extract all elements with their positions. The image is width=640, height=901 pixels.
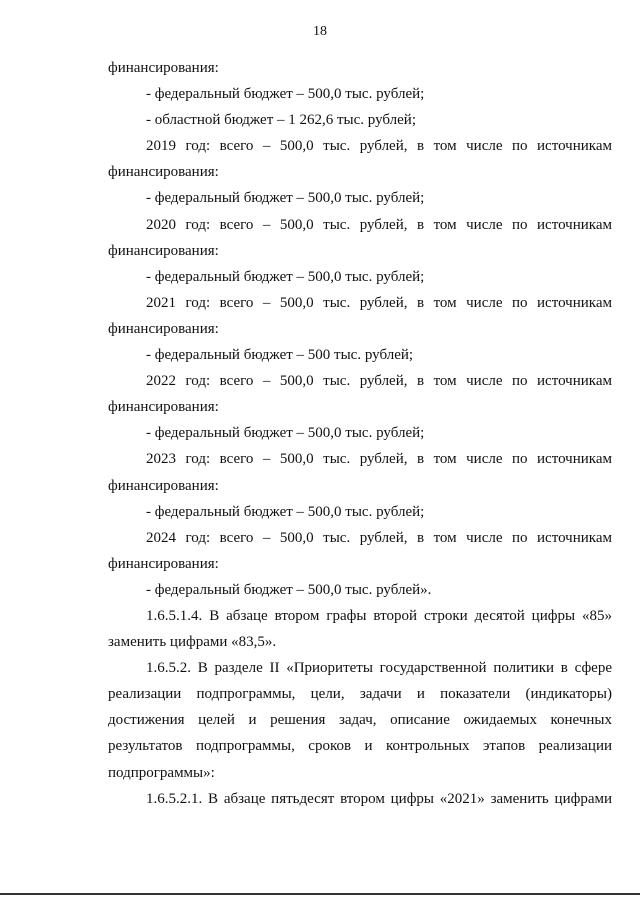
text-line: - федеральный бюджет – 500,0 тыс. рублей; [146,503,425,520]
text-line: финансирования: [108,242,219,259]
text-line: 1.6.5.2.1. В абзаце пятьдесят втором цифры «2021» заменить цифрами [146,790,612,807]
text-line: 1.6.5.1.4. В абзаце втором графы второй строки десятой цифры «85» [146,607,612,624]
text-line: 2024 год: всего – 500,0 тыс. рублей, в том числе по источникам [146,529,612,546]
text-line: результатов подпрограммы, сроков и контрольных этапов реализации [108,738,612,755]
text-line: финансирования: [108,60,219,76]
text-line: 1.6.5.2. В разделе II «Приоритеты государственной политики в сфере [146,660,612,677]
text-line: - федеральный бюджет – 500,0 тыс. рублей; [146,86,425,103]
text-line: финансирования: [108,477,219,494]
text-line: 2022 год: всего – 500,0 тыс. рублей, в том числе по источникам [146,373,612,390]
text-line: - федеральный бюджет – 500,0 тыс. рублей; [146,425,425,442]
text-line: 2021 год: всего – 500,0 тыс. рублей, в том числе по источникам [146,294,612,311]
text-line: 2023 год: всего – 500,0 тыс. рублей, в том числе по источникам [146,451,612,468]
text-line: реализации подпрограммы, цели, задачи и показатели (индикаторы) [108,686,612,703]
text-line: финансирования: [108,399,219,416]
text-line: - областной бюджет – 1 262,6 тыс. рублей; [146,112,416,129]
text-line: финансирования: [108,320,219,337]
page-bottom-rule [0,893,640,895]
text-line: - федеральный бюджет – 500,0 тыс. рублей; [146,190,425,207]
text-line: подпрограммы»: [108,764,215,781]
text-line: - федеральный бюджет – 500 тыс. рублей; [146,347,414,364]
text-line: финансирования: [108,555,219,572]
document-body [108,58,612,815]
text-line: финансирования: [108,164,219,181]
page-number: 18 [313,24,327,39]
text-line: - федеральный бюджет – 500,0 тыс. рублей; [146,268,425,285]
text-line: достижения целей и решения задач, описание ожидаемых конечных [108,712,612,729]
text-line: 2019 год: всего – 500,0 тыс. рублей, в том числе по источникам [146,138,612,155]
text-line: - федеральный бюджет – 500,0 тыс. рублей». [146,581,432,598]
text-line: заменить цифрами «83,5». [108,634,277,651]
text-line: 2020 год: всего – 500,0 тыс. рублей, в том числе по источникам [146,216,612,233]
